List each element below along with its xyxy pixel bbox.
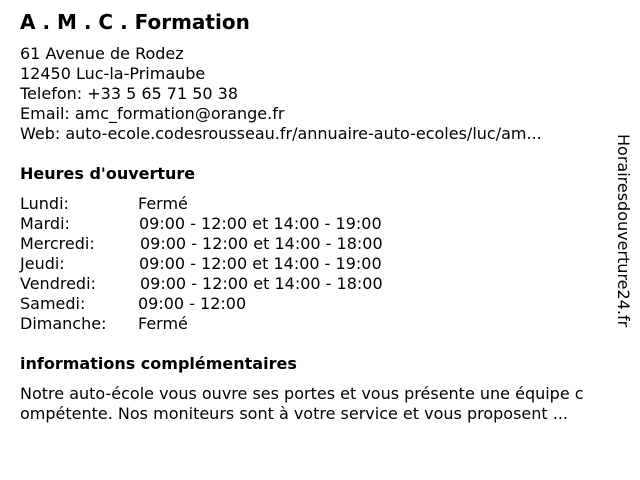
address-city: 12450 Luc-la-Primaube [20, 64, 206, 83]
business-name: A . M . C . Formation [20, 10, 250, 34]
day-hours: Fermé [138, 314, 188, 333]
day-label: Dimanche: [20, 314, 107, 333]
email-address: Email: amc_formation@orange.fr [20, 104, 285, 123]
day-label: Vendredi: [20, 274, 96, 293]
day-hours: 09:00 - 12:00 et 14:00 - 18:00 [140, 234, 383, 253]
phone-number: Telefon: +33 5 65 71 50 38 [20, 84, 239, 103]
watermark [612, 134, 634, 344]
website-link: Web: auto-ecole.codesrousseau.fr/annuaire-auto-ecoles/luc/am... [20, 124, 542, 143]
description-line-1: Notre auto-école vous ouvre ses portes et vous présente une équipe c [20, 384, 584, 403]
day-hours: 09:00 - 12:00 et 14:00 - 19:00 [139, 214, 382, 233]
opening-hours-heading: Heures d'ouverture [20, 164, 196, 183]
additional-info-heading: informations complémentaires [20, 354, 297, 373]
day-label: Mercredi: [20, 234, 95, 253]
description-line-2: ompétente. Nos moniteurs sont à votre service et vous proposent ... [20, 404, 568, 423]
day-label: Mardi: [20, 214, 70, 233]
day-hours: 09:00 - 12:00 et 14:00 - 18:00 [140, 274, 383, 293]
day-label: Samedi: [20, 294, 86, 313]
day-hours: 09:00 - 12:00 [138, 294, 247, 313]
day-label: Jeudi: [20, 254, 65, 273]
day-hours: Fermé [138, 194, 188, 213]
watermark-text: Horairesdouverture24.fr [614, 134, 633, 328]
address-street: 61 Avenue de Rodez [20, 44, 184, 63]
day-hours: 09:00 - 12:00 et 14:00 - 19:00 [139, 254, 382, 273]
day-label: Lundi: [20, 194, 69, 213]
